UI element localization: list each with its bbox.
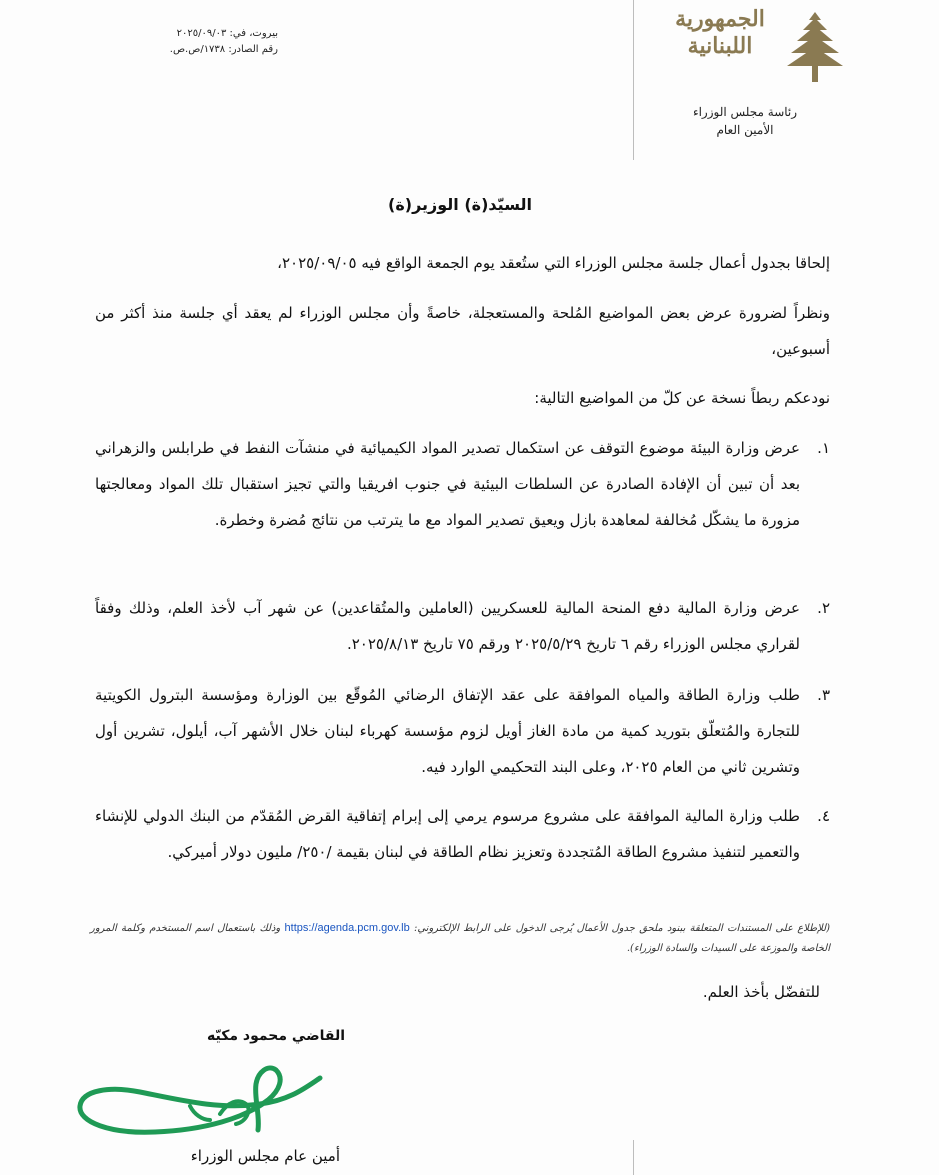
item-text: عرض وزارة المالية دفع المنحة المالية للعسكريين (العاملين والمتُقاعدين) عن شهر آب لأخذ العلم، وذلك وفقاً لقراري مجلس الوزراء رقم ٦ تاريخ ٢٠٢٥/٥/٢٩ ورقم ٧٥ تاريخ ٢٠٢٥/٨/١٣. xyxy=(95,599,800,653)
agenda-item xyxy=(95,798,830,870)
office-title: رئاسة مجلس الوزراء الأمين العام xyxy=(692,105,798,137)
lead-paragraph: نودعكم ربطاً نسخة عن كلّ من المواضيع التالية: xyxy=(534,389,830,407)
closing-line: للتفضّل بأخذ العلم. xyxy=(702,983,820,1001)
agenda-item xyxy=(95,430,830,538)
access-note: (للإطلاع على المستندات المتعلقة ببنود ملحق جدول الأعمال يُرجى الدخول على الرابط الإلكتروني: https://agenda.pcm.gov.lb وذلك باستعمال اسم المستخدم وكلمة المرور الخاصة والموزعة على السيدات والسادة الوزراء). xyxy=(90,922,831,954)
reason-paragraph: ونظراً لضرورة عرض بعض المواضيع المُلحة والمستعجلة، خاصةً وأن مجلس الوزراء لم يعقد أي جلسة منذ أكثر من أسبوعين، xyxy=(95,304,830,358)
intro-paragraph: إلحاقا بجدول أعمال جلسة مجلس الوزراء التي ستُعقد يوم الجمعة الواقع فيه ٢٠٢٥/٠٩/٠٥، xyxy=(277,254,830,272)
republic-emblem-text: الجمهورية اللبنانية xyxy=(675,6,765,59)
item-number: ٢. xyxy=(817,599,830,617)
reference-block xyxy=(128,26,278,58)
agenda-item xyxy=(95,677,830,785)
item-text: عرض وزارة البيئة موضوع التوقف عن استكمال تصدير المواد الكيميائية في منشآت النفط في طرابلس والزهراني بعد أن تبين أن الإفادة الصادرة عن السلطات البيئية في جنوب افريقيا والتي تجيز استقبال تلك المواد ومعالجتها مزورة ما يشكّل مُخالفة لمعاهدة بازل ويعيق تصدير المواد مع ما يترتب من نتائج مُضرة وخطرة. xyxy=(95,439,800,529)
signer-name: القاضي محمود مكيّه xyxy=(207,1028,345,1044)
date-line: بيروت، في: ٢٠٢٥/٠٩/٠٣ xyxy=(176,28,278,39)
addressee: السيّد(ة) الوزير(ة) xyxy=(388,195,532,214)
signature-image xyxy=(70,1040,340,1145)
agenda-link[interactable]: https://agenda.pcm.gov.lb xyxy=(284,922,410,934)
item-number: ٤. xyxy=(817,807,830,825)
item-number: ٣. xyxy=(817,686,830,704)
agenda-item xyxy=(95,590,830,662)
item-text: طلب وزارة المالية الموافقة على مشروع مرسوم يرمي إلى إبرام إتفاقية القرض المُقدّم من البنك الدولي للإنشاء والتعمير لتنفيذ مشروع الطاقة المُتجددة وتعزيز نظام الطاقة في لبنان بقيمة /٢٥٠/ مليون دولار أميركي. xyxy=(95,807,800,861)
item-number: ١. xyxy=(817,439,830,457)
item-text: طلب وزارة الطاقة والمياه الموافقة على عقد الإتفاق الرضائي المُوقّع بين الوزارة ومؤسسة البترول الكويتية للتجارة والمُتعلّق بتوريد كمية من مادة الغاز أويل لزوم مؤسسة كهرباء لبنان خلال الأشهر آب، أيلول، تشرين أول وتشرين ثاني من العام ٢٠٢٥، وعلى البند التحكيمي الوارد فيه. xyxy=(95,686,800,776)
signer-title: أمين عام مجلس الوزراء xyxy=(190,1147,340,1165)
cedar-icon xyxy=(785,10,845,84)
reference-number: رقم الصادر: ١٧٣٨/ص.ص. xyxy=(169,44,278,55)
footer-divider xyxy=(633,1140,634,1175)
header-divider xyxy=(633,0,634,160)
